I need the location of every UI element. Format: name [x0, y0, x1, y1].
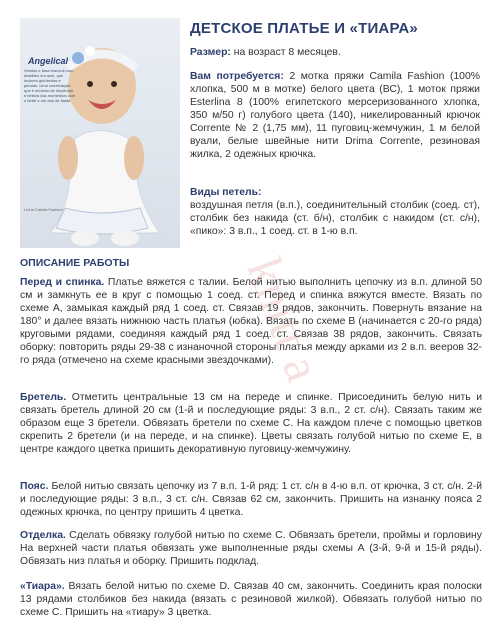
watermark: knitt a: [236, 250, 333, 389]
front-back-label: Перед и спинка.: [20, 277, 105, 288]
belt-paragraph: [20, 480, 482, 519]
tiara-text: Вязать белой нитью по схеме D. Связав 40 см, закончить. Соединить края полоски 13 рядами столбиков без накида (вязать с резиновой жилкой). Обвязать голубой нитью по схеме С. Пришить на «тиару» 3 цветка.: [20, 581, 482, 618]
belt-label: Пояс.: [20, 481, 49, 492]
strap-paragraph: [20, 391, 482, 456]
finishing-label: Отделка.: [20, 530, 66, 541]
section-title: ОПИСАНИЕ РАБОТЫ: [20, 257, 130, 269]
page-title: ДЕТСКОЕ ПЛАТЬЕ И «ТИАРА»: [190, 20, 418, 37]
materials-value: 2 мотка пряжи Camila Fashion (100% хлопка, 500 м в мотке) белого цвета (ВС), 1 моток пряжи Esterlina 8 (100% египетского мерсеризованного хлопка, 350 м/50 г) голубого цвета (140), никелированный крючок Corrente № 2 (1,75 мм), 11 пуговиц-жемчужин, 1 м белой вуали, белые швейные нити Drima Corrente, резиновая жилка, 2 одежных крючка.: [190, 71, 480, 160]
baby-illustration: [20, 18, 180, 248]
belt-text: Белой нитью связать цепочку из 7 в.п. 1-й ряд: 1 ст. с/н в 4-ю в.п. от крючка, 3 ст. с/н. 2-й и последующие ряды: 3 в.п., 3 ст. с/н. Связав 62 см, закончить. Пришить на изнанку пояса 2 одежных крючка, по центру пришить 4 цветка.: [20, 481, 482, 518]
photo-credit: Linha Camila Fashion: [24, 207, 63, 212]
materials-label: Вам потребуется:: [190, 71, 284, 82]
size-label: Размер:: [190, 47, 231, 58]
size-value: на возраст 8 месяцев.: [230, 47, 341, 58]
strap-label: Бретель.: [20, 392, 67, 403]
finishing-text: Сделать обвязку голубой нитью по схеме С. Обвязать бретели, проймы и горловину На верхней части платья обвязать уже выполненные ряды схемы А (3-й, 9-й и 15-й ряды). Обвязать низ платья и оборку. Пришить подклад.: [20, 530, 482, 567]
finishing-paragraph: [20, 529, 482, 568]
tiara-label: «Тиара».: [20, 581, 65, 592]
strap-text: Отметить центральные 13 см на переде и спинке. Присоединить белую нить и связать бретель длиной 20 см (1-й и последующие ряды: 3 в.п., 2 ст. с/н). Связать таким же образом еще 3 бретели. Обвязать бретели по схеме С. На каждом плече с помощью цветков скрепить 2 бретели (и на переде, и на спинке). Цветы связать голубой нитью по схеме Е, в центре каждого цветка пришить декоративную пуговицу-жемчужину.: [20, 392, 482, 455]
stitches-paragraph: [190, 186, 480, 238]
stitches-value: воздушная петля (в.п.), соединительный столбик (соед. ст), столбик без накида (ст. б/н), столбик с накидом (ст. с/н), «пико»: 3 в.п., 1 соед. ст. в 1-ю в.п.: [190, 200, 480, 237]
tiara-paragraph: [20, 580, 482, 619]
baby-photo: [20, 18, 180, 248]
photo-caption: Vestido e tiara brancos com detalhes em azul, que incluem guirlandas e pérolas. Uma combinação que é símbolo de inocência e beleza dos momentos com o bebê e um ano de idade.: [24, 68, 76, 103]
stitches-label: Виды петель:: [190, 187, 262, 198]
photo-brand: Angelical: [28, 56, 69, 66]
materials-paragraph: [190, 70, 480, 161]
front-back-text: Платье вяжется с талии. Белой нитью выполнить цепочку из в.п. длиной 50 см и замкнуть ее в круг с помощью 1 соед. ст. Перед и спинка вяжутся вместе. Вязать по схеме А, замыкая каждый ряд 1 соед. ст. Связав 19 рядов, закончить. Повернуть вязание на 180° и далее вязать нижнюю часть платья (юбка). Вязать по схеме В (начинается с 20-го ряда) круговыми рядами, соединяя каждый ряд 1 соед. ст. Связав 38 рядов, закончить. Связать оборку: повторить ряды 29-38 с изнаночной стороны платья между арками из 2 в.п. вееров 32-го ряда (отмечено на схеме красными звездочками).: [20, 277, 482, 366]
front-back-paragraph: [20, 276, 482, 367]
size-paragraph: [190, 46, 480, 59]
